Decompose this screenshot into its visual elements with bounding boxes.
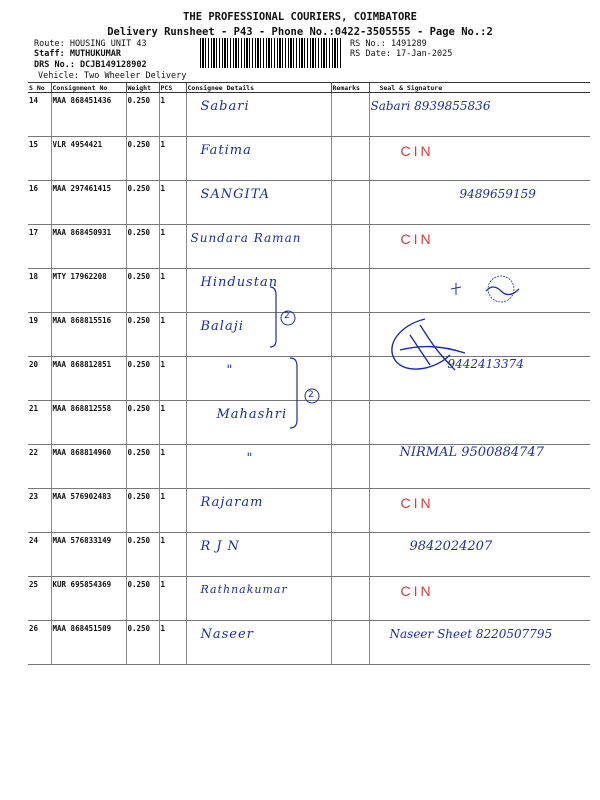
remarks-cell bbox=[331, 93, 369, 137]
table-row bbox=[28, 137, 590, 181]
signature-cell bbox=[369, 401, 590, 445]
remarks-cell bbox=[331, 313, 369, 357]
consignee-handwritten: " bbox=[186, 445, 331, 489]
remarks-cell bbox=[331, 225, 369, 269]
drs-number: DRS No.: DCJB149128902 bbox=[34, 60, 147, 70]
consignment-number: MAA 576833149 bbox=[51, 533, 126, 577]
pieces-value: 1 bbox=[159, 137, 186, 181]
signature-cell: 9842024207 bbox=[369, 533, 590, 577]
signature-cell bbox=[369, 269, 590, 313]
consignee-handwritten: Balaji bbox=[186, 313, 331, 357]
table-row bbox=[28, 181, 590, 225]
signature-cell bbox=[369, 225, 590, 269]
grouping-bracket bbox=[262, 285, 302, 350]
serial-number: 19 bbox=[28, 313, 51, 357]
weight-value: 0.250 bbox=[126, 533, 159, 577]
serial-number: 26 bbox=[28, 621, 51, 665]
remarks-cell bbox=[331, 577, 369, 621]
cin-stamp: CIN bbox=[400, 143, 434, 159]
weight-value: 0.250 bbox=[126, 137, 159, 181]
column-header: Consignee Details bbox=[186, 83, 331, 93]
consignee-handwritten: Rajaram bbox=[186, 489, 331, 533]
cin-stamp: CIN bbox=[400, 583, 434, 599]
runsheet-subtitle: Delivery Runsheet - P43 - Phone No.:0422-3505555 - Page No.:2 bbox=[107, 26, 493, 38]
weight-value: 0.250 bbox=[126, 489, 159, 533]
signature-cell bbox=[369, 313, 590, 357]
serial-number: 23 bbox=[28, 489, 51, 533]
signature-cell: NIRMAL 9500884747 bbox=[369, 445, 590, 489]
serial-number: 25 bbox=[28, 577, 51, 621]
pieces-value: 1 bbox=[159, 533, 186, 577]
pieces-value: 1 bbox=[159, 577, 186, 621]
consignee-handwritten: Naseer bbox=[186, 621, 331, 665]
serial-number: 21 bbox=[28, 401, 51, 445]
consignment-number: MAA 868812851 bbox=[51, 357, 126, 401]
consignment-number: MAA 868812558 bbox=[51, 401, 126, 445]
bracket-label: 2 bbox=[308, 390, 314, 400]
consignment-number: KUR 695854369 bbox=[51, 577, 126, 621]
pieces-value: 1 bbox=[159, 401, 186, 445]
pieces-value: 1 bbox=[159, 93, 186, 137]
route-text: Route: HOUSING UNIT 43 bbox=[34, 39, 147, 49]
consignment-number: MAA 868814960 bbox=[51, 445, 126, 489]
cin-stamp: CIN bbox=[400, 231, 434, 247]
signature-cell: Naseer Sheet 8220507795 bbox=[369, 621, 590, 665]
weight-value: 0.250 bbox=[126, 401, 159, 445]
serial-number: 18 bbox=[28, 269, 51, 313]
table-row bbox=[28, 269, 590, 313]
rs-date: RS Date: 17-Jan-2025 bbox=[350, 49, 453, 59]
weight-value: 0.250 bbox=[126, 621, 159, 665]
table-row bbox=[28, 313, 590, 357]
consignment-number: MAA 576902483 bbox=[51, 489, 126, 533]
pieces-value: 1 bbox=[159, 445, 186, 489]
weight-value: 0.250 bbox=[126, 181, 159, 225]
consignee-handwritten: Mahashri bbox=[186, 401, 331, 445]
column-header: PCS bbox=[159, 83, 186, 93]
pieces-value: 1 bbox=[159, 357, 186, 401]
vehicle-text: Vehicle: Two Wheeler Delivery bbox=[38, 71, 187, 81]
consignee-handwritten: RJN bbox=[186, 533, 331, 577]
signature-cell: 9489659159 bbox=[369, 181, 590, 225]
signature-cell: Sabari 8939855836 bbox=[369, 93, 590, 137]
grouping-bracket bbox=[282, 356, 322, 431]
consignment-number: MAA 297461415 bbox=[51, 181, 126, 225]
consignment-number: MTY 17962208 bbox=[51, 269, 126, 313]
weight-value: 0.250 bbox=[126, 445, 159, 489]
table-row bbox=[28, 445, 590, 489]
serial-number: 22 bbox=[28, 445, 51, 489]
table-row bbox=[28, 533, 590, 577]
signature-cell bbox=[369, 577, 590, 621]
remarks-cell bbox=[331, 533, 369, 577]
pieces-value: 1 bbox=[159, 181, 186, 225]
weight-value: 0.250 bbox=[126, 225, 159, 269]
pieces-value: 1 bbox=[159, 225, 186, 269]
consignment-number: MAA 868815516 bbox=[51, 313, 126, 357]
weight-value: 0.250 bbox=[126, 313, 159, 357]
serial-number: 16 bbox=[28, 181, 51, 225]
pieces-value: 1 bbox=[159, 489, 186, 533]
consignment-number: MAA 868451436 bbox=[51, 93, 126, 137]
weight-value: 0.250 bbox=[126, 93, 159, 137]
consignee-handwritten: Hindustan bbox=[186, 269, 331, 313]
pieces-value: 1 bbox=[159, 621, 186, 665]
remarks-cell bbox=[331, 401, 369, 445]
consignee-handwritten: Fatima bbox=[186, 137, 331, 181]
consignment-number: VLR 4954421 bbox=[51, 137, 126, 181]
serial-number: 14 bbox=[28, 93, 51, 137]
remarks-cell bbox=[331, 489, 369, 533]
weight-value: 0.250 bbox=[126, 269, 159, 313]
table-row bbox=[28, 225, 590, 269]
column-header: Consignment No bbox=[51, 83, 126, 93]
table-row bbox=[28, 489, 590, 533]
serial-number: 17 bbox=[28, 225, 51, 269]
consignee-handwritten: Rathnakumar bbox=[186, 577, 331, 621]
serial-number: 24 bbox=[28, 533, 51, 577]
column-header: Weight bbox=[126, 83, 159, 93]
signature-cell bbox=[369, 489, 590, 533]
rs-number: RS No.: 1491289 bbox=[350, 39, 427, 49]
table-row bbox=[28, 577, 590, 621]
remarks-cell bbox=[331, 621, 369, 665]
column-header: Remarks bbox=[331, 83, 369, 93]
seal-stamp bbox=[431, 275, 551, 305]
table-row bbox=[28, 93, 590, 137]
weight-value: 0.250 bbox=[126, 357, 159, 401]
serial-number: 20 bbox=[28, 357, 51, 401]
remarks-cell bbox=[331, 137, 369, 181]
consignment-number: MAA 868451509 bbox=[51, 621, 126, 665]
company-title: THE PROFESSIONAL COURIERS, COIMBATORE bbox=[183, 11, 417, 23]
table-header-row bbox=[28, 83, 590, 93]
pieces-value: 1 bbox=[159, 269, 186, 313]
cin-stamp: CIN bbox=[400, 495, 434, 511]
weight-value: 0.250 bbox=[126, 577, 159, 621]
remarks-cell bbox=[331, 357, 369, 401]
consignee-handwritten: " bbox=[186, 357, 331, 401]
remarks-cell bbox=[331, 269, 369, 313]
signature-cell bbox=[369, 137, 590, 181]
consignee-handwritten: SANGITA bbox=[186, 181, 331, 225]
table-row bbox=[28, 621, 590, 665]
signature-cell: 9442413374 bbox=[369, 357, 590, 401]
pieces-value: 1 bbox=[159, 313, 186, 357]
consignee-handwritten: Sundara Raman bbox=[186, 225, 331, 269]
column-header: Seal & Signature bbox=[369, 83, 590, 93]
remarks-cell bbox=[331, 445, 369, 489]
remarks-cell bbox=[331, 181, 369, 225]
staff-text: Staff: MUTHUKUMAR bbox=[34, 49, 121, 59]
barcode bbox=[200, 38, 343, 68]
consignment-number: MAA 868450931 bbox=[51, 225, 126, 269]
bracket-label: 2 bbox=[284, 311, 290, 321]
consignee-handwritten: Sabari bbox=[186, 93, 331, 137]
serial-number: 15 bbox=[28, 137, 51, 181]
column-header: S No bbox=[28, 83, 51, 93]
